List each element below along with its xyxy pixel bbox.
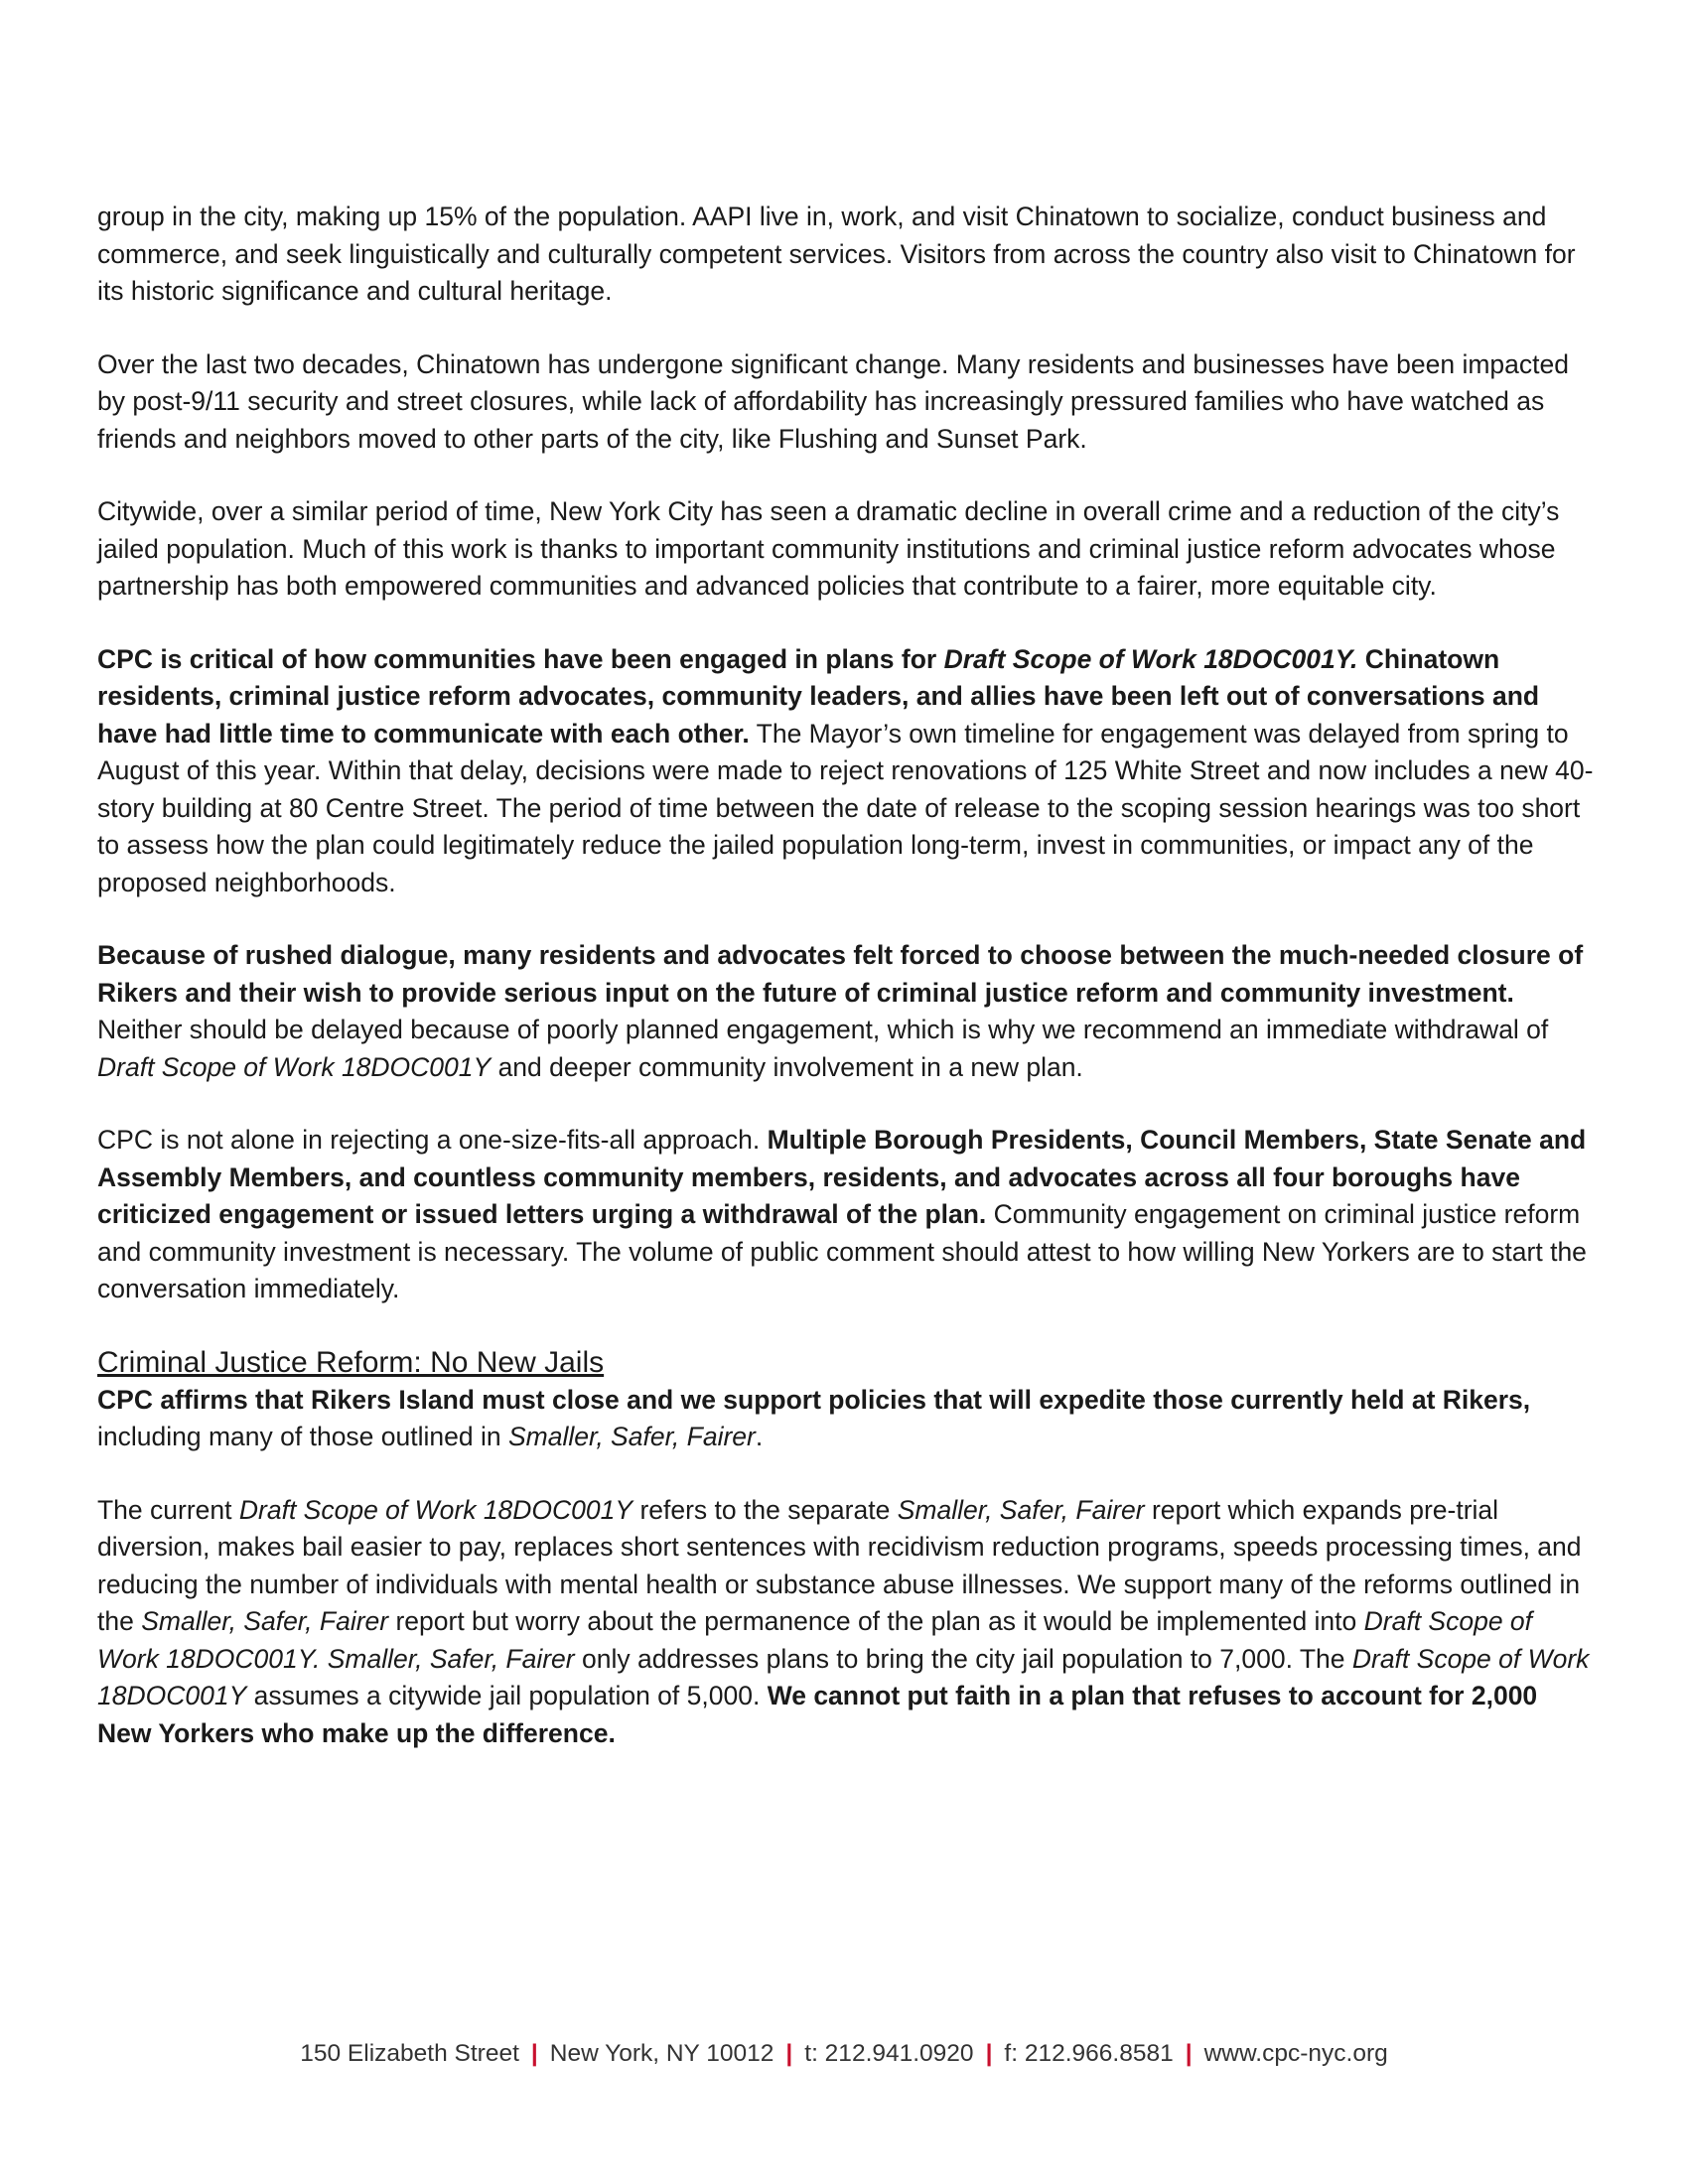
- text-run: We cannot put faith in a plan that refuses to account for 2,000 New Yorkers who make up the difference.: [97, 1681, 1538, 1748]
- intro-paragraphs: [97, 199, 1597, 1308]
- text-run: report which expands pre-trial diversion, makes bail easier to pay, replaces short sentences with recidivism reduction programs, speeds processing times, and reducing the number of individuals with mental health or substance abuse illnesses. We support many of the reforms outlined in the: [97, 1494, 1582, 1636]
- footer-separator: |: [985, 2040, 993, 2067]
- paragraph: [97, 493, 1597, 606]
- text-run: refers to the separate: [633, 1494, 898, 1525]
- paragraph: [97, 1492, 1597, 1753]
- text-run: The current: [97, 1494, 239, 1525]
- text-run: Chinatown residents, criminal justice reform advocates, community leaders, and allies have been left out of conversations and have had little time to communicate with each other.: [97, 643, 1540, 749]
- footer-website[interactable]: www.cpc-nyc.org: [1203, 2040, 1388, 2067]
- paragraph: [97, 937, 1597, 1086]
- text-run: Community engagement on criminal justice reform and community investment is necessary. The volume of public comment should attest to how willing New Yorkers are to start the conversation immediately.: [97, 1199, 1587, 1303]
- footer-separator: |: [1185, 2040, 1193, 2067]
- paragraph: [97, 199, 1597, 311]
- paragraph: [97, 1122, 1597, 1308]
- letter-body: [97, 199, 1597, 1788]
- text-run: Multiple Borough Presidents, Council Members, State Senate and Assembly Members, and countless community members, residents, and advocates across all four boroughs have criticized engagement or issued letters urging a withdrawal of the plan.: [97, 1125, 1587, 1229]
- text-run: Smaller, Safer, Fairer: [141, 1606, 389, 1636]
- footer-address: 150 Elizabeth Street: [300, 2040, 519, 2067]
- section-heading: Criminal Justice Reform: No New Jails: [97, 1345, 605, 1379]
- footer-separator: |: [530, 2040, 538, 2067]
- text-run: Because of rushed dialogue, many residents and advocates felt forced to choose between the much-needed closure of Rikers and their wish to provide serious input on the future of criminal justice reform and community investment.: [97, 940, 1584, 1008]
- footer-separator: |: [785, 2040, 793, 2067]
- text-run: Draft Scope of Work 18DOC001Y: [97, 1051, 492, 1082]
- text-run: CPC is critical of how communities have been engaged in plans for: [97, 643, 944, 674]
- text-run: and deeper community involvement in a new plan.: [491, 1051, 1083, 1082]
- text-run: only addresses plans to bring the city jail population to 7,000. The: [574, 1643, 1352, 1674]
- text-run: including many of those outlined in: [97, 1422, 508, 1451]
- text-run: report but worry about the permanence of the plan as it would be implemented into: [388, 1606, 1364, 1636]
- text-run: Neither should be delayed because of poorly planned engagement, which is why we recommend an immediate withdrawal of: [97, 1015, 1549, 1044]
- text-run: Smaller, Safer, Fairer: [897, 1494, 1145, 1525]
- letterhead-footer: [0, 2040, 1688, 2068]
- text-run: Draft Scope of Work 18DOC001Y. Smaller, Safer, Fairer: [97, 1606, 1533, 1674]
- text-run: Draft Scope of Work 18DOC001Y.: [943, 643, 1358, 674]
- text-run: Citywide, over a similar period of time, New York City has seen a dramatic decline in overall crime and a reduction of the city’s jailed population. Much of this work is thanks to important community institutions and criminal justice reform advocates whose partnership has both empowered communities and advanced policies that contribute to a fairer, more equitable city.: [97, 496, 1560, 601]
- paragraph: [97, 641, 1597, 902]
- section-paragraphs: [97, 1382, 1597, 1753]
- text-run: Draft Scope of Work 18DOC001Y: [238, 1494, 633, 1525]
- text-run: CPC is not alone in rejecting a one-size-fits-all approach.: [97, 1125, 768, 1155]
- footer-city: New York, NY 10012: [549, 2040, 774, 2067]
- text-run: Over the last two decades, Chinatown has undergone significant change. Many residents and businesses have been impacted by post-9/11 security and street closures, while lack of affordability has increasingly pressured families who have watched as friends and neighbors moved to other parts of the city, like Flushing and Sunset Park.: [97, 348, 1569, 454]
- paragraph: [97, 1382, 1597, 1456]
- paragraph: [97, 346, 1597, 459]
- text-run: Smaller, Safer, Fairer: [507, 1422, 756, 1451]
- footer-phone: t: 212.941.0920: [804, 2040, 974, 2067]
- text-run: group in the city, making up 15% of the population. AAPI live in, work, and visit Chinatown to socialize, conduct business and commerce, and seek linguistically and culturally competent services. Visitors from across the country also visit to Chinatown for its historic significance and cultural heritage.: [97, 202, 1576, 306]
- footer-fax: f: 212.966.8581: [1004, 2040, 1174, 2067]
- text-run: The Mayor’s own timeline for engagement was delayed from spring to August of this year. Within that delay, decisions were made to reject renovations of 125 White Street and now includes a new 40-story building at 80 Centre Street. The period of time between the date of release to the scoping session hearings was too short to assess how the plan could legitimately reduce the jailed population long-term, invest in communities, or impact any of the proposed neighborhoods.: [97, 718, 1594, 897]
- text-run: Draft Scope of Work 18DOC001Y: [97, 1643, 1590, 1710]
- text-run: .: [755, 1422, 764, 1451]
- text-run: assumes a citywide jail population of 5,000.: [246, 1681, 768, 1710]
- text-run: CPC affirms that Rikers Island must close and we support policies that will expedite those currently held at Rikers,: [97, 1384, 1531, 1415]
